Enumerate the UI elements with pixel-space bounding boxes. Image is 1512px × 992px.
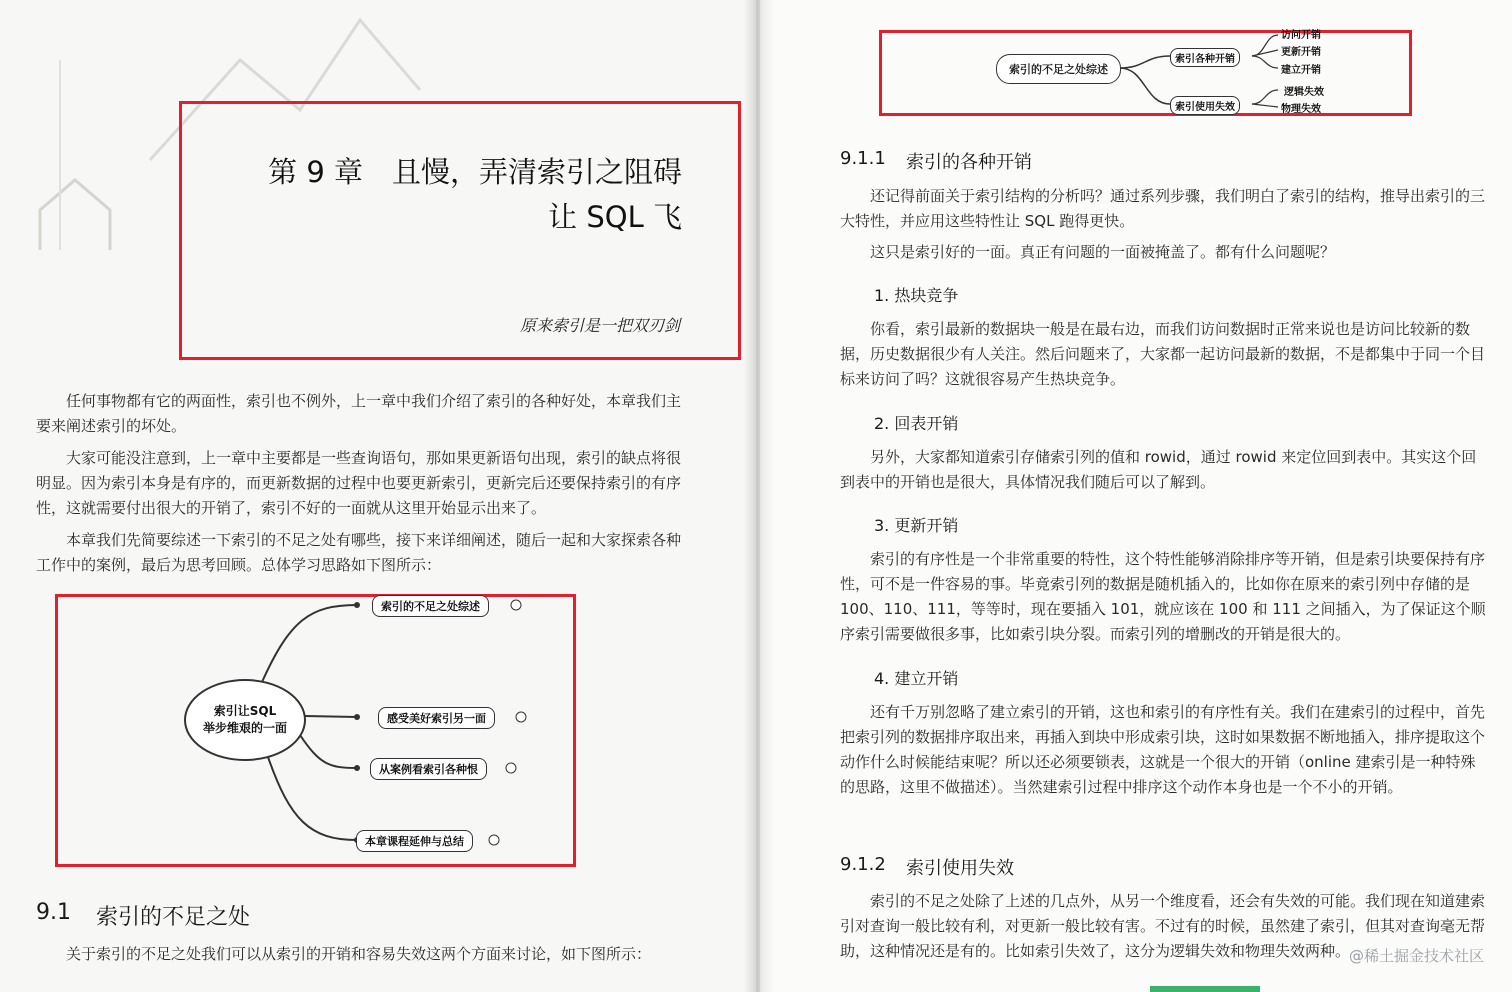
section-9-1-title: 索引的不足之处 (96, 905, 251, 930)
item-3-text: 索引的有序性是一个非常重要的特性，这个特性能够消除排序等开销，但是索引块要保持有序性，可不是一件容易的事。毕竟索引列的数据是随机插入的，比如你在原来的索引列中存储的是 100、110、111，等等时，现在要插入 101，就应该在 100 和 111 之间插入，为了保证这个顺序索引需要做很多事，比如索引块分裂。而索引列的增删改的开销是很大的。 (840, 550, 1486, 643)
item-1-title: 1. 热块竞争 (874, 286, 959, 305)
section-9-1-1-paragraph-1: 还记得前面关于索引结构的分析吗？通过系列步骤，我们明白了索引的结构，推导出索引的三大特性，并应用这些特性让 SQL 跑得更快。 (840, 187, 1486, 230)
section-9-1-1-title: 索引的各种开销 (906, 152, 1032, 173)
overview-mindmap-connectors (760, 0, 1512, 130)
chapter-title-line2: 让 SQL 飞 (548, 200, 682, 234)
intro-paragraph-1: 任何事物都有它的两面性，索引也不例外，上一章中我们介绍了索引的各种好处，本章我们主要来阐述索引的坏处。 (36, 392, 682, 435)
section-9-1-2-title: 索引使用失效 (906, 858, 1014, 879)
overview-leaf-build: 建立开销 (1281, 65, 1321, 76)
overview-leaf-update: 更新开销 (1281, 47, 1321, 58)
section-9-1-2-number: 9.1.2 (840, 854, 886, 875)
right-page (760, 0, 1512, 992)
mindmap-branch-2: 感受美好索引另一面 (378, 707, 495, 729)
intro-paragraph-3: 本章我们先简要综述一下索引的不足之处有哪些，接下来详细阐述，随后一起和大家探索各种工作中的案例，最后为思考回顾。总体学习思路如下图所示： (36, 531, 682, 574)
watermark: @稀土掘金技术社区 (1348, 947, 1484, 965)
green-bar (1150, 986, 1260, 992)
overview-mindmap-root: 索引的不足之处综述 (996, 54, 1121, 84)
item-4-text: 还有千万别忽略了建立索引的开销，这也和索引的有序性有关。我们在建索引的过程中，首先把索引列的数据排序取出来，再插入到块中形成索引块，这时如果数据不断地插入，排序提取这个动作什么时候能结束呢？所以还必须要锁表，这就是一个很大的开销（online 建索引是一种特殊的思路，这里不做描述）。当然建索引过程中排序这个动作本身也是一个不小的开销。 (840, 703, 1486, 796)
mindmap-branch-4: 本章课程延伸与总结 (356, 830, 473, 852)
item-2-title: 2. 回表开销 (874, 414, 959, 433)
item-1-text: 你看，索引最新的数据块一般是在最右边，而我们访问数据时正常来说也是访问比较新的数据，历史数据很少有人关注。然后问题来了，大家都一起访问最新的数据，不是都集中于同一个目标来访问了吗？这就很容易产生热块竞争。 (840, 320, 1486, 388)
item-3-title: 3. 更新开销 (874, 516, 959, 535)
overview-leaf-access: 访问开销 (1281, 30, 1321, 41)
overview-leaf-physical: 物理失效 (1281, 104, 1321, 115)
overview-group-cost: 索引各种开销 (1170, 48, 1240, 67)
section-9-1-number: 9.1 (36, 900, 71, 925)
section-9-1-1-paragraph-2: 这只是索引好的一面。真正有问题的一面被掩盖了。都有什么问题呢？ (870, 243, 1336, 261)
mindmap-branch-3: 从案例看索引各种恨 (370, 758, 487, 780)
overview-leaf-logical: 逻辑失效 (1284, 87, 1324, 98)
chapter-title-line1: 第 9 章 且慢，弄清索引之阻碍 (268, 155, 682, 189)
chapter-mindmap-center: 索引让SQL 举步维艰的一面 (202, 704, 287, 735)
section-9-1-1-number: 9.1.1 (840, 148, 886, 169)
mindmap-branch-1: 索引的不足之处综述 (372, 595, 489, 617)
section-9-1-2-paragraph: 索引的不足之处除了上述的几点外，从另一个维度看，还会有失效的可能。我们现在知道建索引对查询一般比较有利，对更新一般比较有害。不过有的时候，虽然建了索引，但其对查询毫无帮助，这种情况还是有的。比如索引失效了，这分为逻辑失效和物理失效两种。 (840, 892, 1486, 960)
item-2-text: 另外，大家都知道索引存储索引列的值和 rowid，通过 rowid 来定位回到表中。其实这个回到表中的开销也是很大，具体情况我们随后可以了解到。 (840, 448, 1477, 491)
book-spine-shadow (744, 0, 774, 992)
section-9-1-intro: 关于索引的不足之处我们可以从索引的开销和容易失效这两个方面来讨论，如下图所示： (66, 945, 652, 963)
intro-paragraph-2: 大家可能没注意到，上一章中主要都是一些查询语句，那如果更新语句出现，索引的缺点将很明显。因为索引本身是有序的，而更新数据的过程中也要更新索引，更新完后还要保持索引的有序性，这就需要付出很大的开销了，索引不好的一面就从这里开始显示出来了。 (36, 449, 682, 517)
chapter-epigraph: 原来索引是一把双刃剑 (519, 316, 680, 335)
overview-group-invalid: 索引使用失效 (1170, 96, 1240, 115)
item-4-title: 4. 建立开销 (874, 669, 959, 688)
